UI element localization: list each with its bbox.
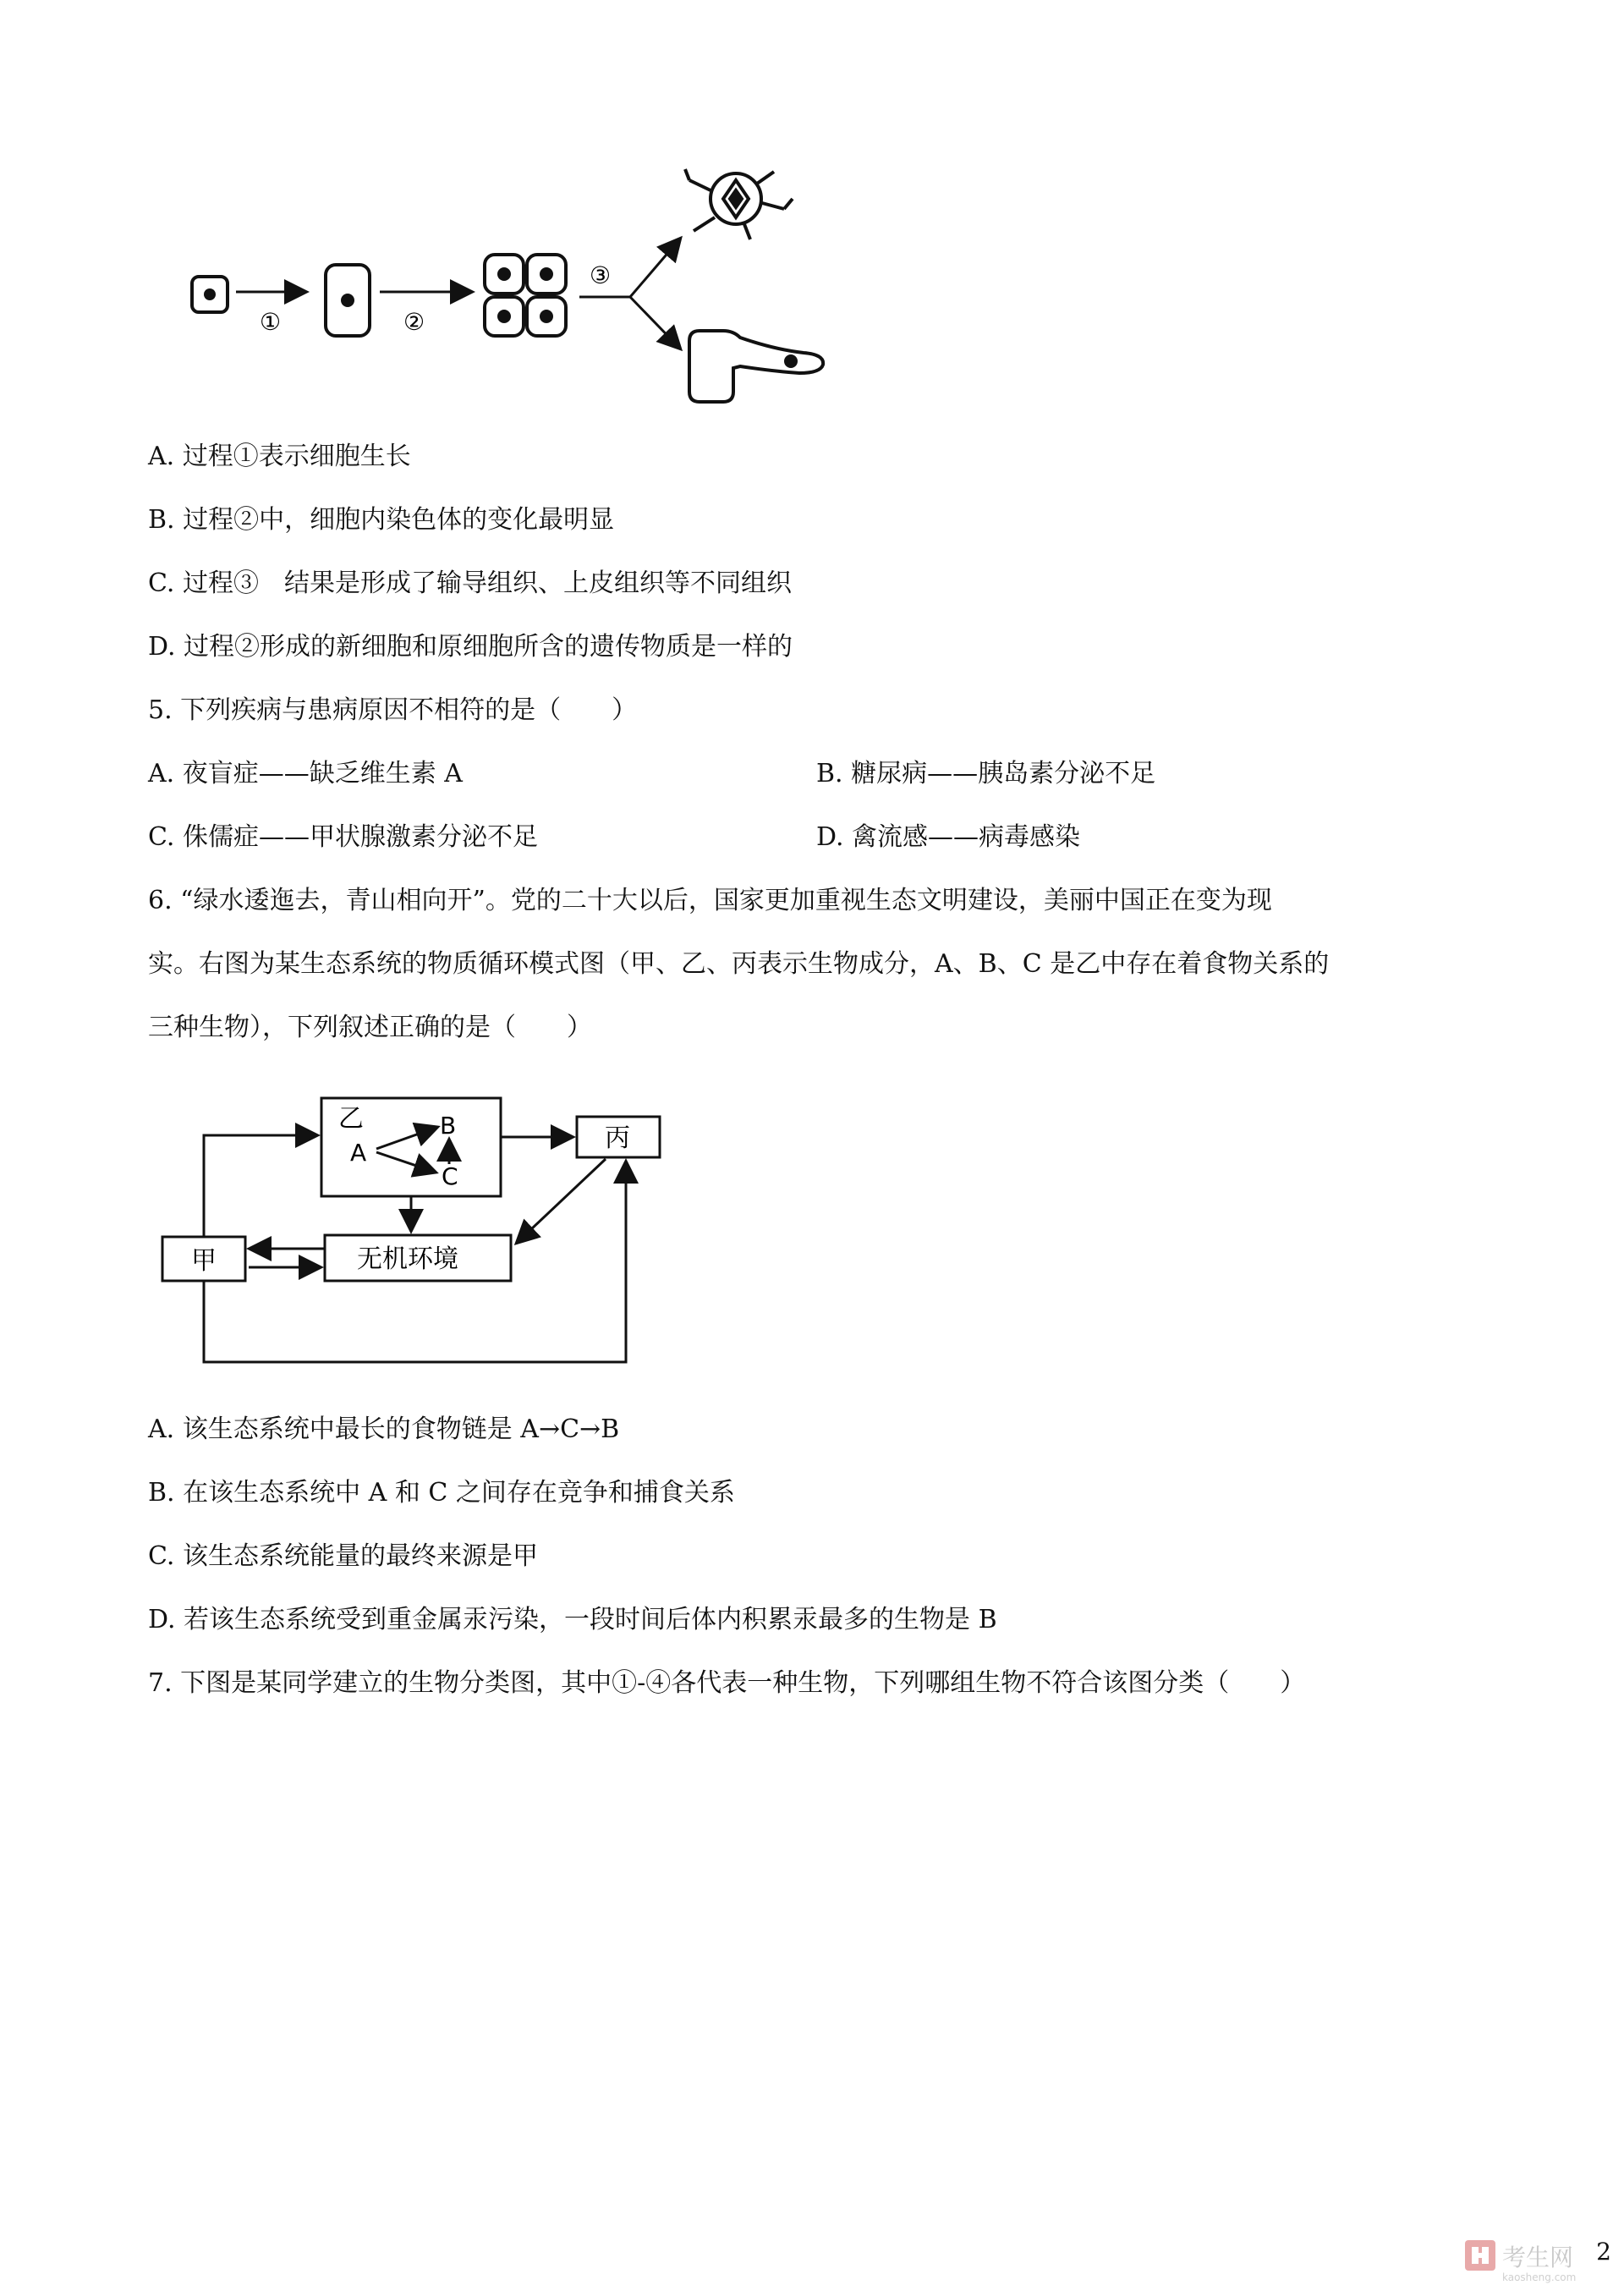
divided-cells (485, 255, 566, 336)
q6-option-b: B. 在该生态系统中 A 和 C 之间存在竞争和捕食关系 (148, 1478, 735, 1508)
q4-option-c: C. 过程③ 结果是形成了输导组织、上皮组织等不同组织 (148, 569, 792, 598)
organism-c-label: C (442, 1162, 458, 1190)
arrow-to-root-hair (630, 297, 681, 349)
q6-option-d: D. 若该生态系统受到重金属汞污染，一段时间后体内积累汞最多的生物是 B (148, 1605, 997, 1634)
organism-a-label: A (350, 1139, 367, 1167)
q5-option-b: B. 糖尿病——胰岛素分泌不足 (816, 759, 1156, 788)
page-number: 2 (1596, 2238, 1611, 2266)
ecosystem-cycle-diagram (161, 1091, 685, 1375)
kaosheng-logo-icon (1463, 2233, 1611, 2284)
arrow-jia-to-yi (204, 1135, 318, 1237)
jia-label: 甲 (191, 1246, 217, 1276)
watermark-subtext: kaosheng.com (1502, 2271, 1577, 2283)
root-hair-cell (689, 331, 823, 402)
q5-option-c: C. 侏儒症——甲状腺激素分泌不足 (148, 822, 538, 852)
grown-cell (326, 265, 370, 336)
q6-stem-line-3: 三种生物），下列叙述正确的是（ ） (148, 1013, 592, 1042)
q6-option-c: C. 该生态系统能量的最终来源是甲 (148, 1541, 538, 1571)
process-2-label: ② (403, 308, 425, 336)
watermark-text: 考生网 (1502, 2244, 1574, 2271)
bing-label: 丙 (605, 1123, 630, 1153)
single-cell (192, 277, 228, 312)
q6-stem-line-2: 实。右图为某生态系统的物质循环模式图（甲、乙、丙表示生物成分，A、B、C 是乙中存在着食物关系的 (148, 949, 1330, 979)
q4-option-a: A. 过程①表示细胞生长 (148, 442, 411, 471)
arrow-to-neuron (630, 238, 681, 297)
env-label: 无机环境 (357, 1244, 458, 1274)
q5-option-a: A. 夜盲症——缺乏维生素 A (148, 759, 463, 788)
q4-option-b: B. 过程②中，细胞内染色体的变化最明显 (148, 505, 615, 535)
process-3-label: ③ (590, 261, 612, 289)
arrow-bing-to-env (516, 1159, 606, 1244)
yi-label: 乙 (338, 1104, 364, 1134)
star-shaped-cell (685, 169, 793, 239)
q4-option-d: D. 过程②形成的新细胞和原细胞所含的遗传物质是一样的 (148, 632, 793, 662)
cell-process-figure (182, 165, 842, 410)
q6-stem-line-1: 6. “绿水逶迤去，青山相向开”。党的二十大以后，国家更加重视生态文明建设，美丽中国正在变为现 (148, 886, 1272, 915)
q7-stem: 7. 下图是某同学建立的生物分类图，其中①-④各代表一种生物，下列哪组生物不符合该图分类（ ） (148, 1668, 1306, 1698)
q6-option-a: A. 该生态系统中最长的食物链是 A→C→B (148, 1414, 620, 1444)
process-1-label: ① (260, 308, 282, 336)
q5-option-d: D. 禽流感——病毒感染 (816, 822, 1081, 852)
organism-b-label: B (440, 1112, 457, 1140)
q5-stem: 5. 下列疾病与患病原因不相符的是（ ） (148, 695, 638, 725)
kaosheng-watermark (1463, 2233, 1611, 2284)
